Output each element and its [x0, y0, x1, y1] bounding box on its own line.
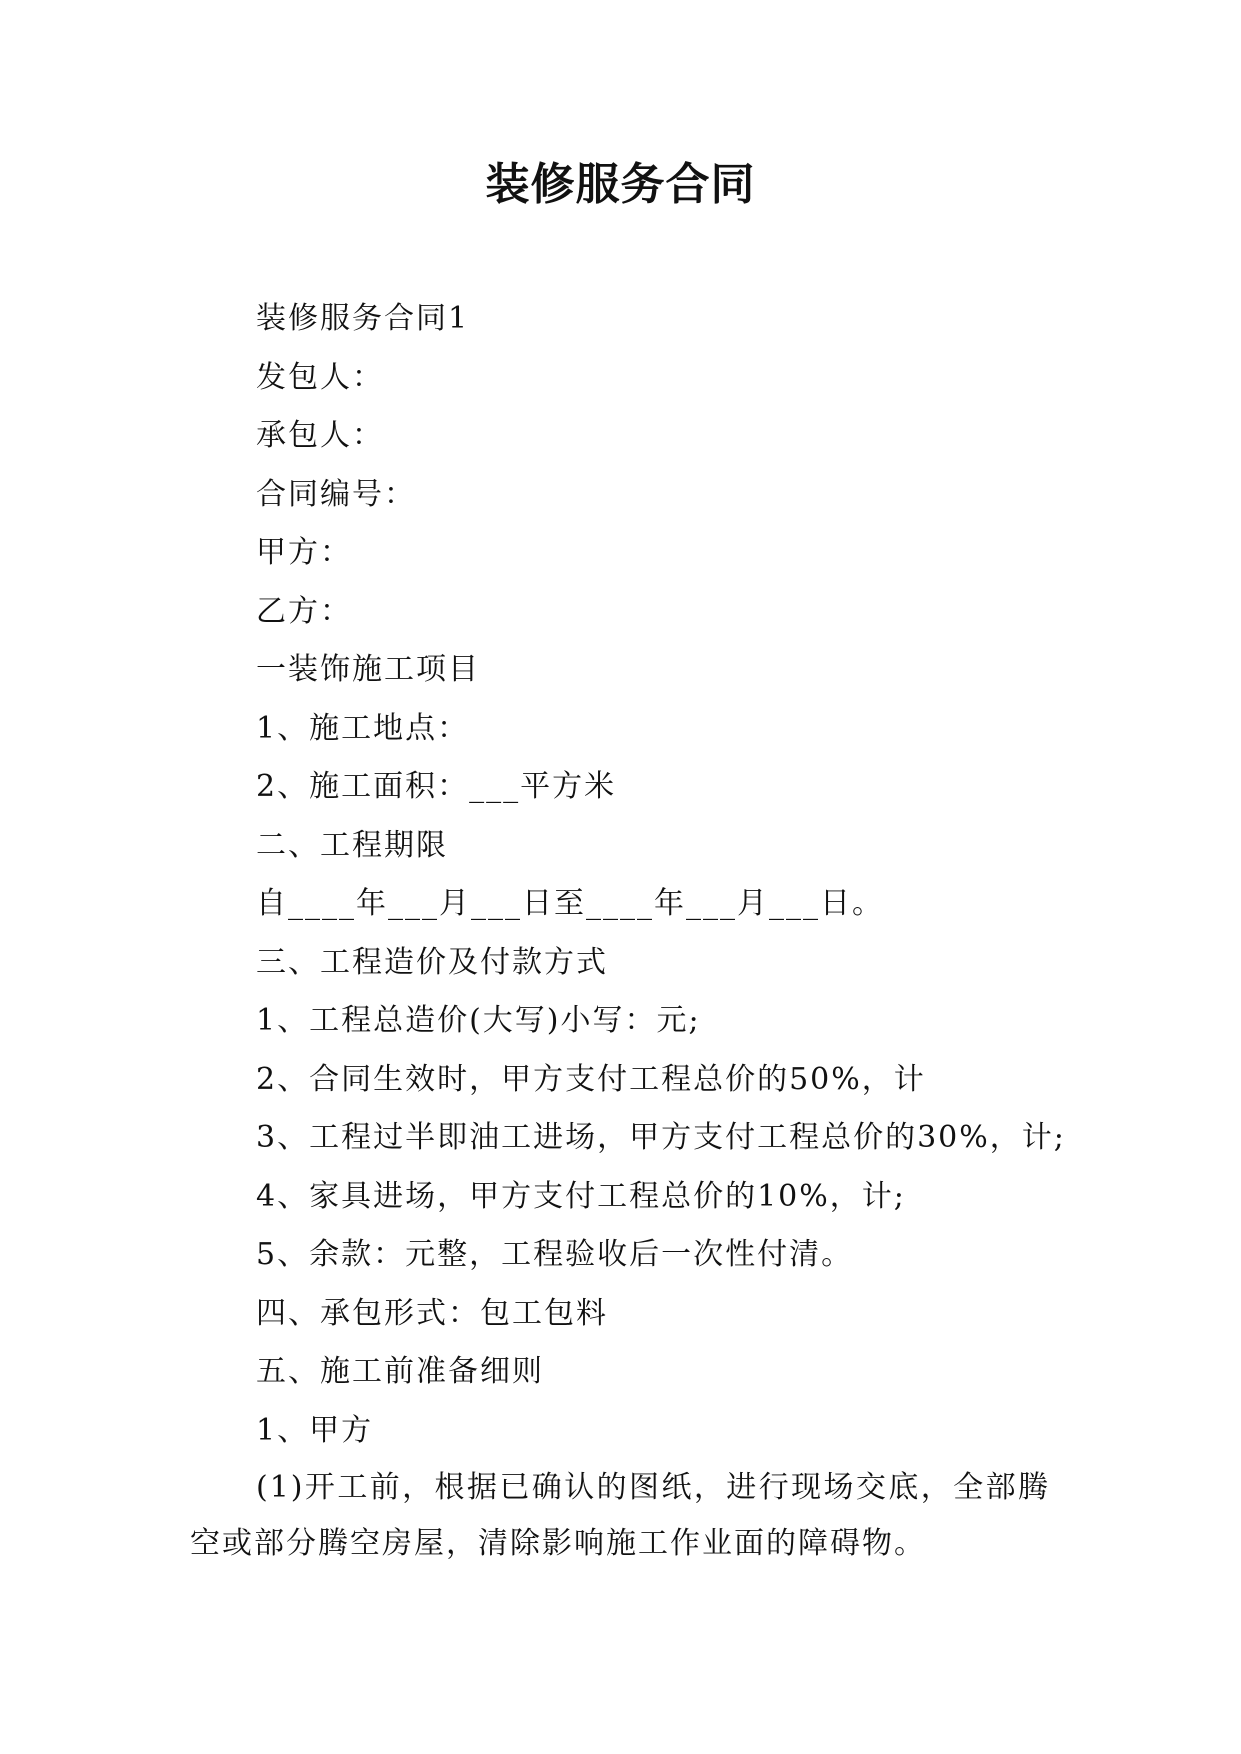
document-title: 装修服务合同 — [485, 159, 756, 210]
contract-number-field: 合同编号： — [256, 476, 416, 512]
party-a-subheading: 1、甲方 — [256, 1412, 374, 1448]
payment-item-1: 1、工程总造价(大写)小写：元; — [256, 1003, 701, 1038]
section-heading-period: 二、工程期限 — [256, 827, 448, 863]
payment-item-5: 5、余款：元整，工程验收后一次性付清。 — [256, 1237, 854, 1272]
section-heading-payment: 三、工程造价及付款方式 — [256, 944, 608, 980]
section-heading-contract-form: 四、承包形式：包工包料 — [256, 1295, 608, 1331]
contract-heading: 装修服务合同1 — [256, 301, 470, 336]
employer-field: 发包人： — [256, 359, 384, 395]
party-a-field: 甲方： — [256, 535, 352, 570]
construction-location-line: 1、施工地点： — [256, 710, 470, 746]
contractor-field: 承包人： — [256, 418, 384, 453]
section-heading-preparation: 五、施工前准备细则 — [256, 1354, 544, 1389]
period-dates-line: 自____年___月___日至____年___月___日。 — [256, 886, 884, 921]
payment-item-3: 3、工程过半即油工进场，甲方支付工程总价的30%，计; — [256, 1120, 1066, 1155]
party-b-field: 乙方： — [256, 593, 352, 629]
preparation-paragraph-1: (1)开工前，根据已确认的图纸，进行现场交底，全部腾空或部分腾空房屋，清除影响施工作业面的障碍物。 — [190, 1470, 1050, 1561]
payment-item-2: 2、合同生效时，甲方支付工程总价的50%，计 — [256, 1061, 926, 1097]
payment-item-4: 4、家具进场，甲方支付工程总价的10%，计; — [256, 1178, 906, 1214]
construction-area-line: 2、施工面积：___平方米 — [256, 769, 617, 804]
section-heading-project: 一装饰施工项目 — [256, 652, 480, 687]
document-body — [190, 290, 1066, 1572]
